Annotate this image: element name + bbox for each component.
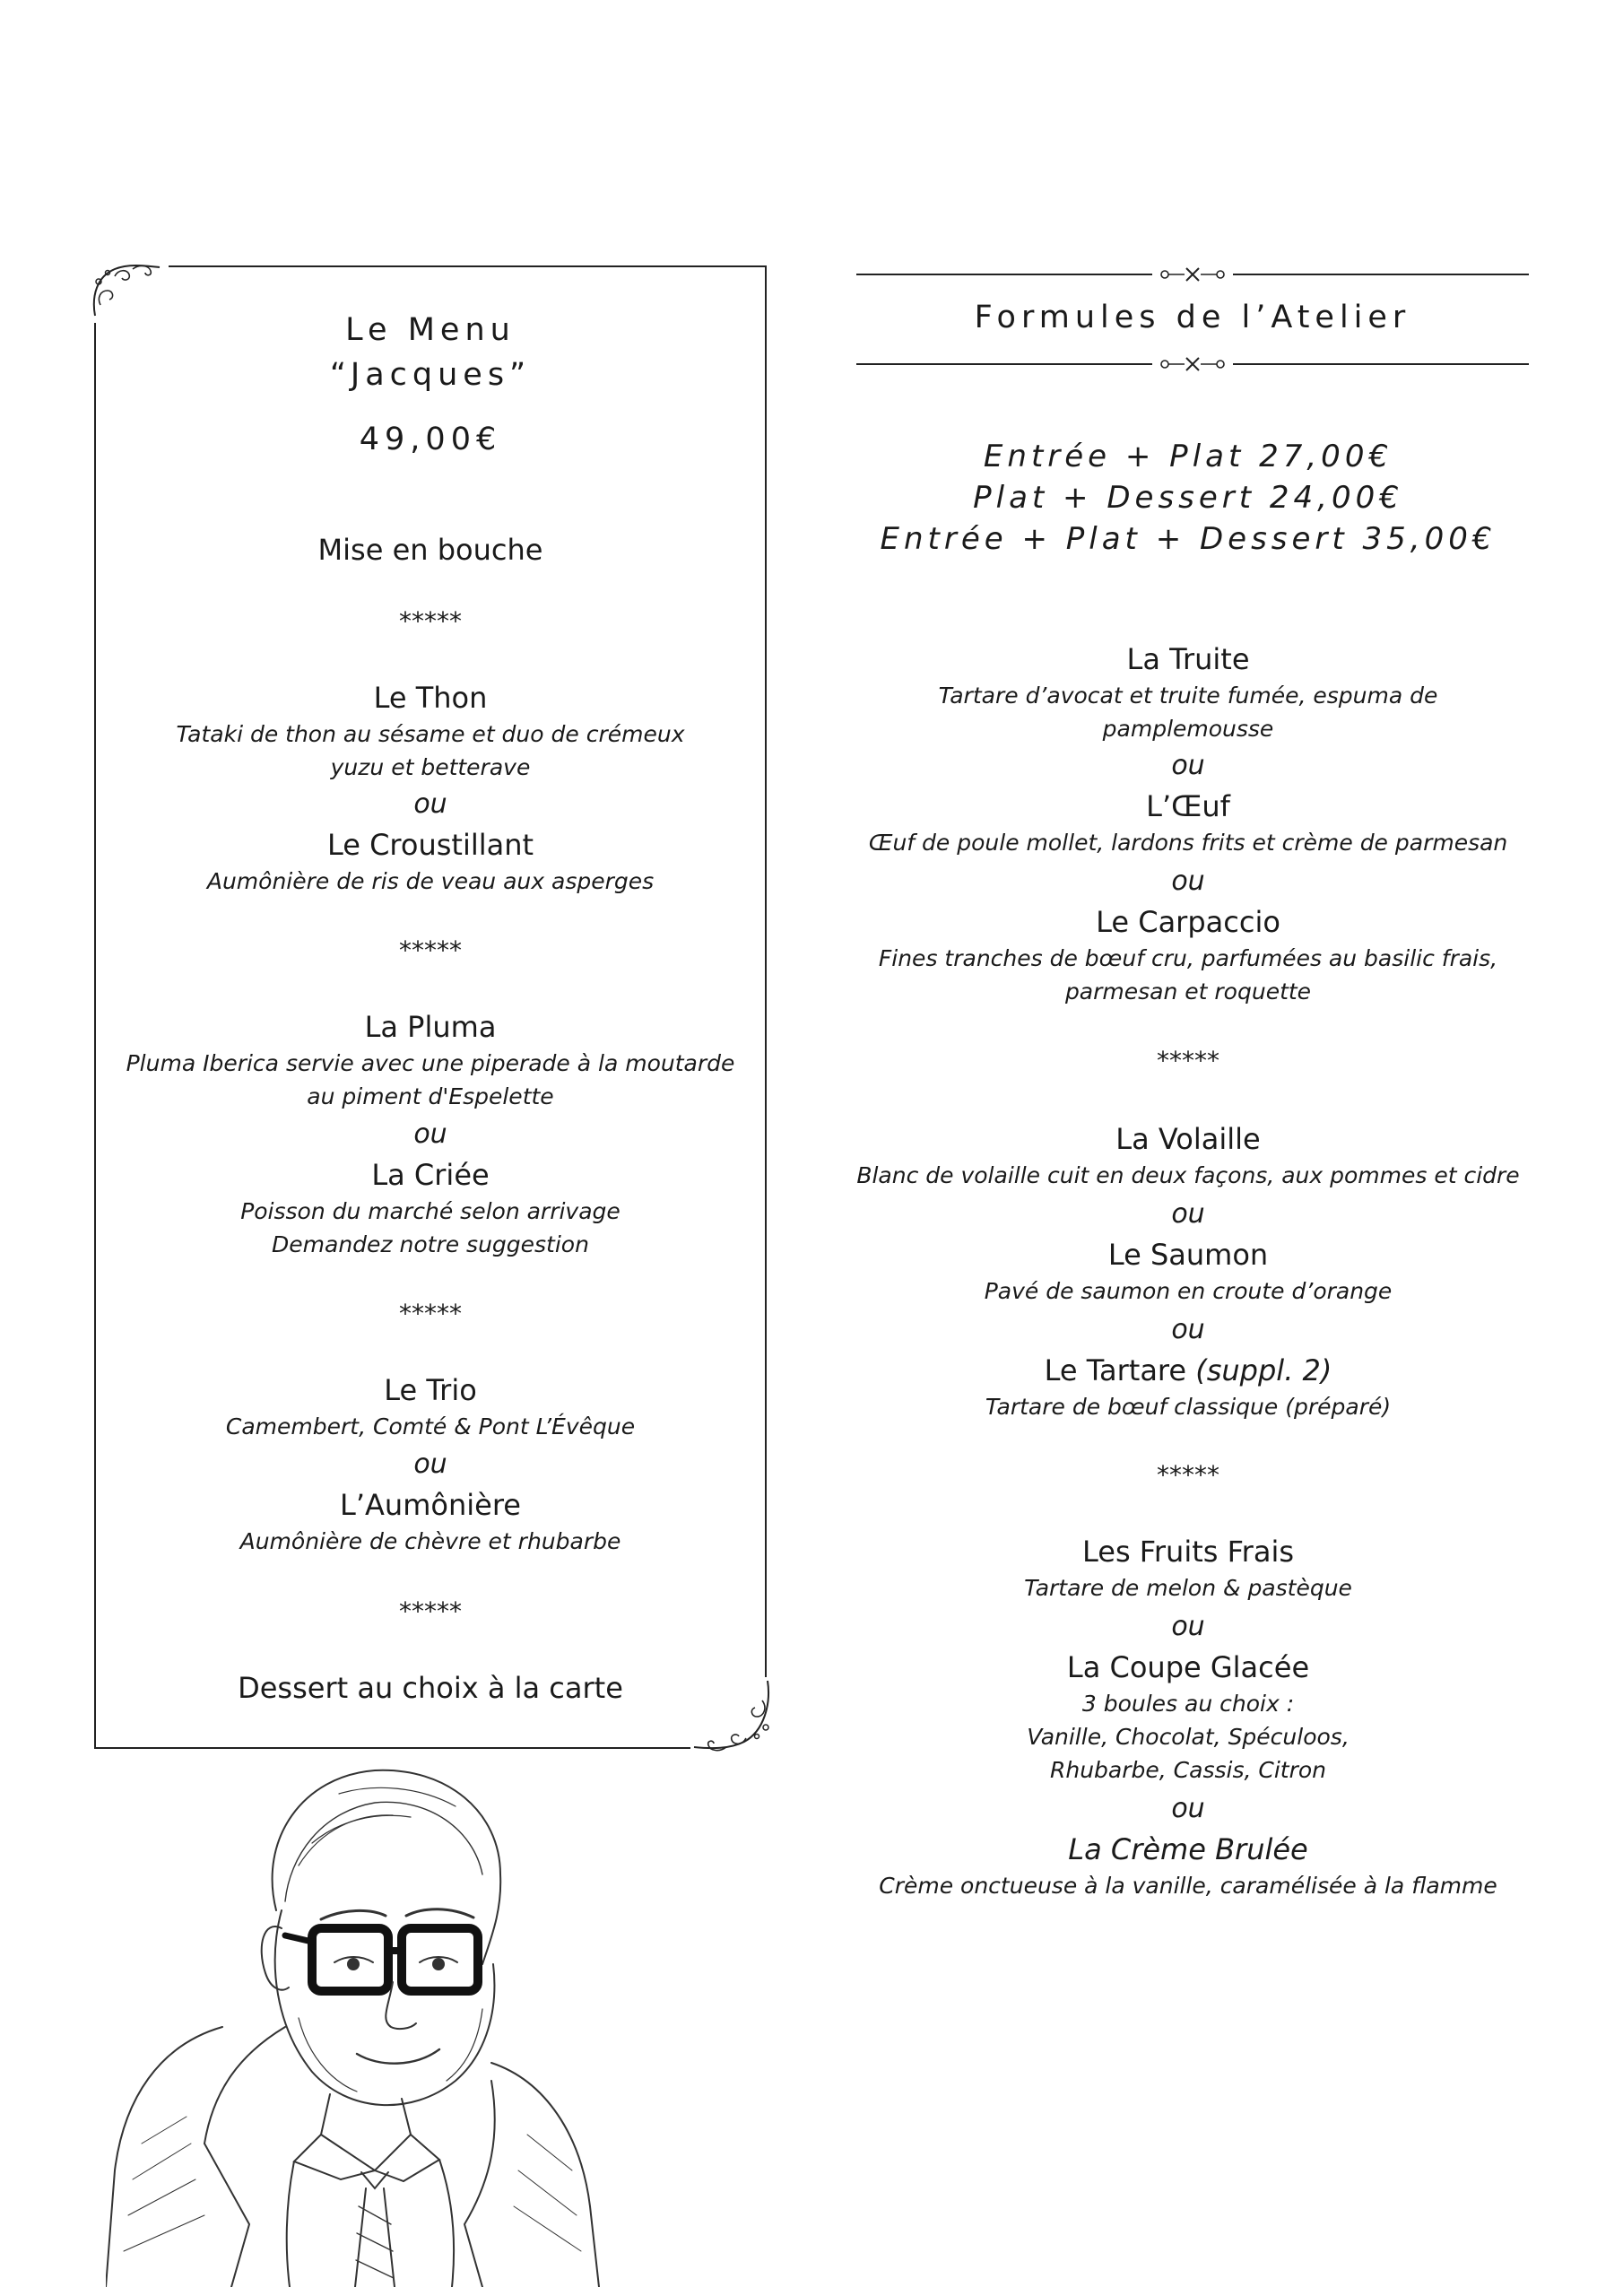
dish-desc: yuzu et betterave [330, 754, 531, 780]
separator: ***** [399, 1596, 462, 1626]
separator: ***** [1157, 1460, 1219, 1490]
formula-price: Entrée + Plat + Dessert 35,00€ [880, 521, 1497, 557]
dish-name: Le Tartare [1044, 1353, 1187, 1387]
supplement: (suppl. 2) [1195, 1353, 1332, 1387]
dish-desc: Crème onctueuse à la vanille, caramélisée à la flamme [879, 1873, 1497, 1899]
dish-name: Le Thon [373, 681, 488, 715]
separator: ***** [1157, 1046, 1219, 1075]
rule-ornament-icon [1152, 265, 1233, 283]
dish-name: Les Fruits Frais [1082, 1535, 1294, 1569]
or-divider: ou [413, 788, 447, 820]
chef-portrait-sketch [106, 1758, 608, 2287]
or-divider: ou [1171, 750, 1205, 781]
dish-name: Le Saumon [1107, 1238, 1269, 1272]
dish-name: La Coupe Glacée [1066, 1650, 1310, 1684]
dish-desc: Aumônière de ris de veau aux asperges [206, 868, 655, 894]
dessert-choice: Dessert au choix à la carte [238, 1671, 623, 1705]
dish-desc: Tataki de thon au sésame et duo de crémeux [176, 721, 685, 747]
or-divider: ou [413, 1118, 447, 1150]
separator: ***** [399, 1299, 462, 1328]
dish-name: Le Carpaccio [1096, 905, 1280, 939]
dish-desc: Fines tranches de bœuf cru, parfumées au basilic frais, [878, 945, 1498, 971]
dish-desc: Vanille, Chocolat, Spéculoos, [1027, 1724, 1350, 1750]
dish-desc: pamplemousse [1102, 716, 1274, 742]
dish-desc: Pluma Iberica servie avec une piperade à la moutarde [126, 1050, 735, 1076]
or-divider: ou [1171, 1314, 1205, 1345]
dish-desc: Pavé de saumon en croute d’orange [984, 1278, 1393, 1304]
dish-name: L’Aumônière [340, 1488, 521, 1522]
dish-desc: au piment d'Espelette [307, 1083, 554, 1109]
dish-name: Le Croustillant [326, 828, 534, 862]
dish-name-with-supplement [843, 1352, 1533, 1388]
dish-desc: parmesan et roquette [1064, 978, 1312, 1004]
formules-title: Formules de l’Atelier [974, 300, 1411, 335]
menu-title: Le Menu [345, 312, 516, 348]
menu-subtitle: “Jacques” [329, 357, 532, 393]
dish-desc: Tartare de melon & pastèque [1024, 1575, 1352, 1601]
dish-desc: 3 boules au choix : [1081, 1691, 1295, 1717]
or-divider: ou [1171, 1611, 1205, 1642]
dish-name: La Crème Brulée [1068, 1832, 1308, 1866]
formula-price: Plat + Dessert 24,00€ [973, 480, 1403, 516]
dish-desc: Blanc de volaille cuit en deux façons, aux pommes et cidre [856, 1162, 1520, 1188]
or-divider: ou [1171, 1793, 1205, 1824]
dish-name: L’Œuf [1146, 789, 1230, 823]
dish-name: La Truite [1126, 642, 1250, 676]
rule-ornament-icon [1152, 355, 1233, 373]
dish-name: La Criée [371, 1158, 490, 1192]
dish-desc: Demandez notre suggestion [272, 1231, 589, 1257]
formula-price: Entrée + Plat 27,00€ [983, 439, 1393, 474]
dish-name: La Pluma [364, 1010, 497, 1044]
formules-header [856, 300, 1529, 335]
separator: ***** [399, 935, 462, 965]
separator: ***** [399, 606, 462, 636]
dish-name: Le Trio [384, 1373, 477, 1407]
dish-desc: Œuf de poule mollet, lardons frits et crème de parmesan [868, 830, 1508, 856]
or-divider: ou [1171, 1198, 1205, 1230]
menu-price: 49,00€ [359, 422, 502, 457]
dish-desc: Poisson du marché selon arrivage [240, 1198, 621, 1224]
dish-desc: Tartare d’avocat et truite fumée, espuma de [938, 683, 1438, 709]
dish-desc: Camembert, Comté & Pont L’Évêque [225, 1413, 636, 1439]
dish-desc: Aumônière de chèvre et rhubarbe [239, 1528, 621, 1554]
dish-desc: Rhubarbe, Cassis, Citron [1050, 1757, 1326, 1783]
or-divider: ou [413, 1448, 447, 1480]
or-divider: ou [1171, 865, 1205, 897]
dish-desc: Tartare de bœuf classique (préparé) [985, 1394, 1392, 1420]
amuse-bouche: Mise en bouche [317, 533, 543, 567]
dish-name: La Volaille [1115, 1122, 1261, 1156]
